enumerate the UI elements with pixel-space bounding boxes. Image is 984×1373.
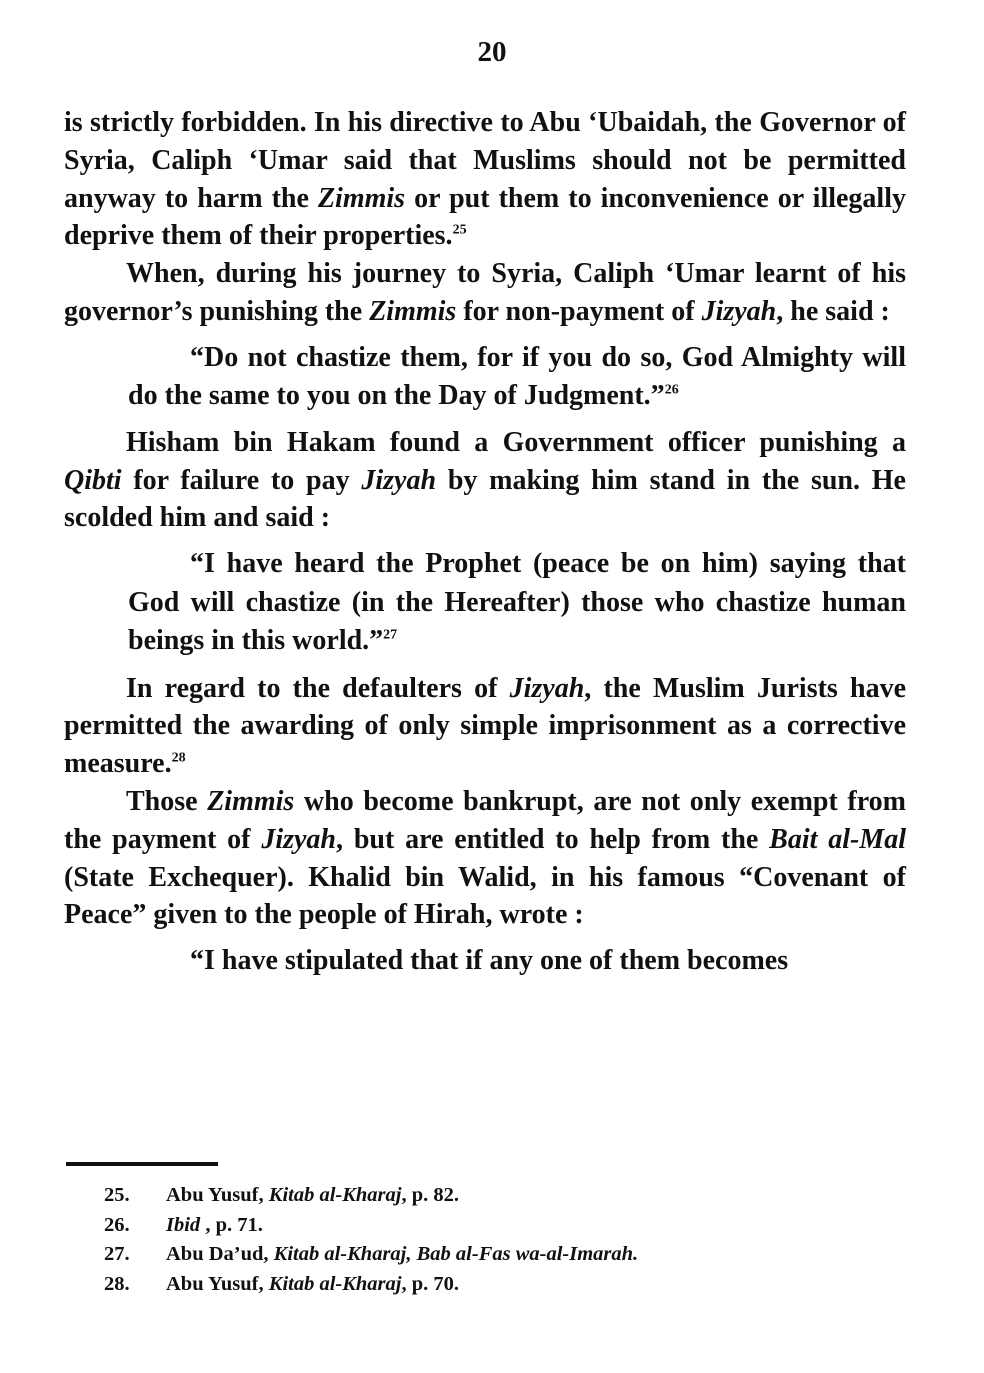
emphasis: Jizyah <box>361 464 437 496</box>
block-quote-1: “Do not chastize them, for if you do so, God Almighty will do the same to you on the Day of Judgment.”$^{26}$ <box>128 341 906 412</box>
paragraph-2: When, during his journey to Syria, Caliph ‘Umar learnt of his governor’s punishing the Zimmis for non-payment of Jizyah, he said : <box>64 258 906 327</box>
footnote-ref: 25 <box>452 223 467 239</box>
page-number: 20 <box>477 36 507 68</box>
paragraph-5: Those Zimmis who become bankrupt, are not only exempt from the payment of Jizyah, but are entitled to help from the Bait al-Mal (State Exchequer). Khalid bin Walid, in his famous “Covenant of Peace” given to the people of Hirah, wrote : <box>64 786 906 931</box>
emphasis: Jizyah <box>261 823 337 855</box>
block-quote-3: “I have stipulated that if any one of them becomes <box>190 945 789 977</box>
footnote-26: 26. Ibid , p. 71. <box>104 1213 263 1236</box>
paragraph-1: is strictly forbidden. In his directive to Abu ‘Ubaidah, the Governor of Syria, Caliph ‘Umar said that Muslims should not be permitted anyway to harm the Zimmis or put them to inconvenience or illegally deprive them of their properties.$^{25}$ <box>64 107 906 252</box>
footnote-ref: 27 <box>383 627 398 643</box>
paragraph-3: Hisham bin Hakam found a Government officer punishing a Qibti for failure to pay Jizyah by making him stand in the sun. He scolded him and said : <box>64 426 906 534</box>
footnote-25: 25. Abu Yusuf, Kitab al-Kharaj, p. 82. <box>104 1184 460 1206</box>
emphasis: Zimmis <box>369 295 457 327</box>
emphasis: Jizyah <box>509 672 585 704</box>
emphasis: Zimmis <box>317 182 406 214</box>
paragraph-4: In regard to the defaulters of Jizyah, the Muslim Jurists have permitted the awarding of only simple imprisonment as a corrective measure.$^{28}$ <box>64 672 907 780</box>
footnote-28: 28. Abu Yusuf, Kitab al-Kharaj, p. 70. <box>104 1272 460 1295</box>
page-body <box>64 104 906 981</box>
footnote-divider <box>66 1162 218 1166</box>
emphasis: Bait al-Mal <box>769 823 906 855</box>
emphasis: Qibti <box>64 464 122 496</box>
block-quote-2: “I have heard the Prophet (peace be on him) saying that God will chastize (in the Hereafter) those who chastize human beings in this world.”$^{27}$ <box>128 548 906 657</box>
footnotes <box>104 1181 904 1299</box>
footnote-ref: 26 <box>664 382 679 398</box>
footnote-ref: 28 <box>171 750 186 766</box>
emphasis: Jizyah <box>701 295 777 327</box>
footnote-27: 27. Abu Da’ud, Kitab al-Kharaj, Bab al-Fas wa-al-Imarah. <box>104 1243 639 1265</box>
emphasis: Zimmis <box>207 786 295 818</box>
